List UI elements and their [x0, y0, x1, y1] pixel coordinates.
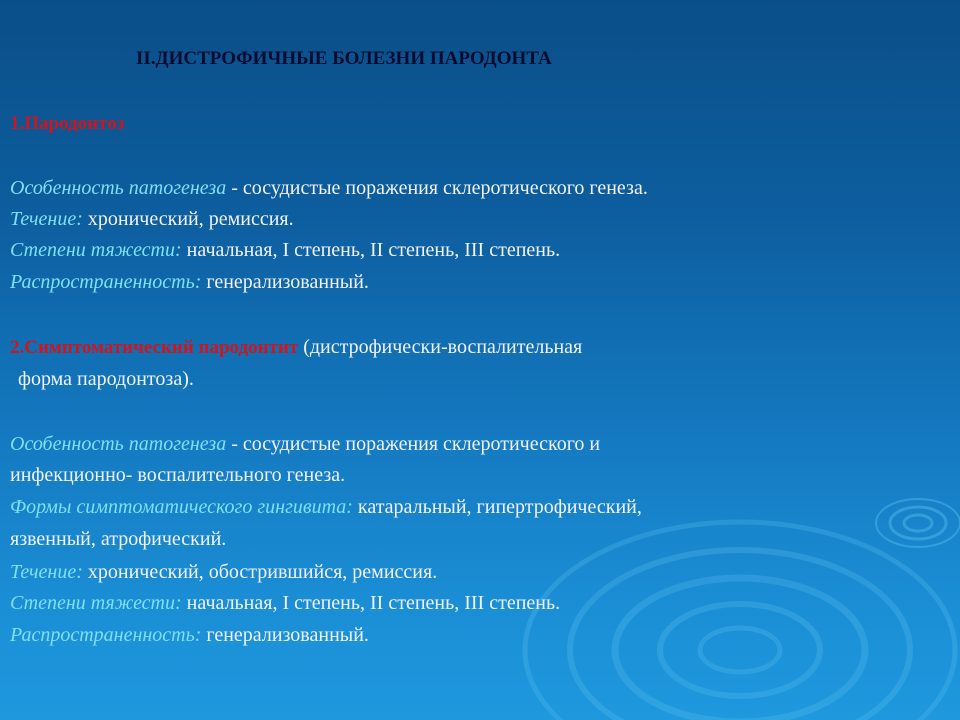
section-2-heading-note: (дистрофически-воспалительная	[298, 336, 583, 358]
s2-course-text: хронический, обострившийся, ремиссия.	[82, 561, 438, 583]
s1-pathogenesis-line	[10, 176, 648, 200]
s2-prevalence-text: генерализованный.	[201, 624, 369, 646]
s1-course-label: Течение:	[10, 208, 83, 230]
s1-pathogenesis-label: Особенность патогенеза	[10, 177, 227, 199]
s1-severity-text: начальная, I степень, II степень, III степень.	[181, 239, 561, 261]
section-1-heading: 1.Пародонтоз	[10, 113, 125, 134]
s2-prevalence-label: Распространенность:	[10, 624, 202, 646]
section-2-heading-note-line2: форма пародонтоза).	[18, 368, 194, 390]
s2-severity-line	[10, 591, 560, 615]
s2-pathogenesis-label: Особенность патогенеза	[10, 433, 227, 455]
s2-severity-text: начальная, I степень, II степень, III степень.	[181, 592, 561, 614]
slide-title: II.ДИСТРОФИЧНЫЕ БОЛЕЗНИ ПАРОДОНТА	[136, 48, 552, 69]
s1-course-line	[10, 207, 294, 231]
s2-severity-label: Степени тяжести:	[10, 592, 182, 614]
s2-forms-text: катаральный, гипертрофический,	[352, 496, 642, 518]
s1-prevalence-line	[10, 270, 369, 294]
s1-severity-line	[10, 238, 560, 262]
s1-prevalence-label: Распространенность:	[10, 271, 202, 293]
s1-pathogenesis-text: - сосудистые поражения склеротического генеза.	[226, 177, 648, 199]
s2-pathogenesis-text: - сосудистые поражения склеротического и	[226, 433, 601, 455]
section-2-heading: 2.Симптоматический пародонтит	[10, 337, 299, 358]
s2-pathogenesis-line2: инфекционно- воспалительного генеза.	[10, 464, 346, 486]
s1-prevalence-text: генерализованный.	[201, 271, 369, 293]
s2-course-line	[10, 560, 437, 584]
section-2-heading-line	[10, 335, 582, 360]
s2-forms-label: Формы симптоматического гингивита:	[10, 496, 353, 518]
s2-prevalence-line	[10, 623, 369, 647]
s1-severity-label: Степени тяжести:	[10, 239, 182, 261]
s2-course-label: Течение:	[10, 561, 83, 583]
s1-course-text: хронический, ремиссия.	[82, 208, 294, 230]
s2-forms-line	[10, 495, 642, 519]
s2-pathogenesis-line	[10, 432, 600, 456]
s2-forms-line2: язвенный, атрофический.	[10, 528, 227, 550]
